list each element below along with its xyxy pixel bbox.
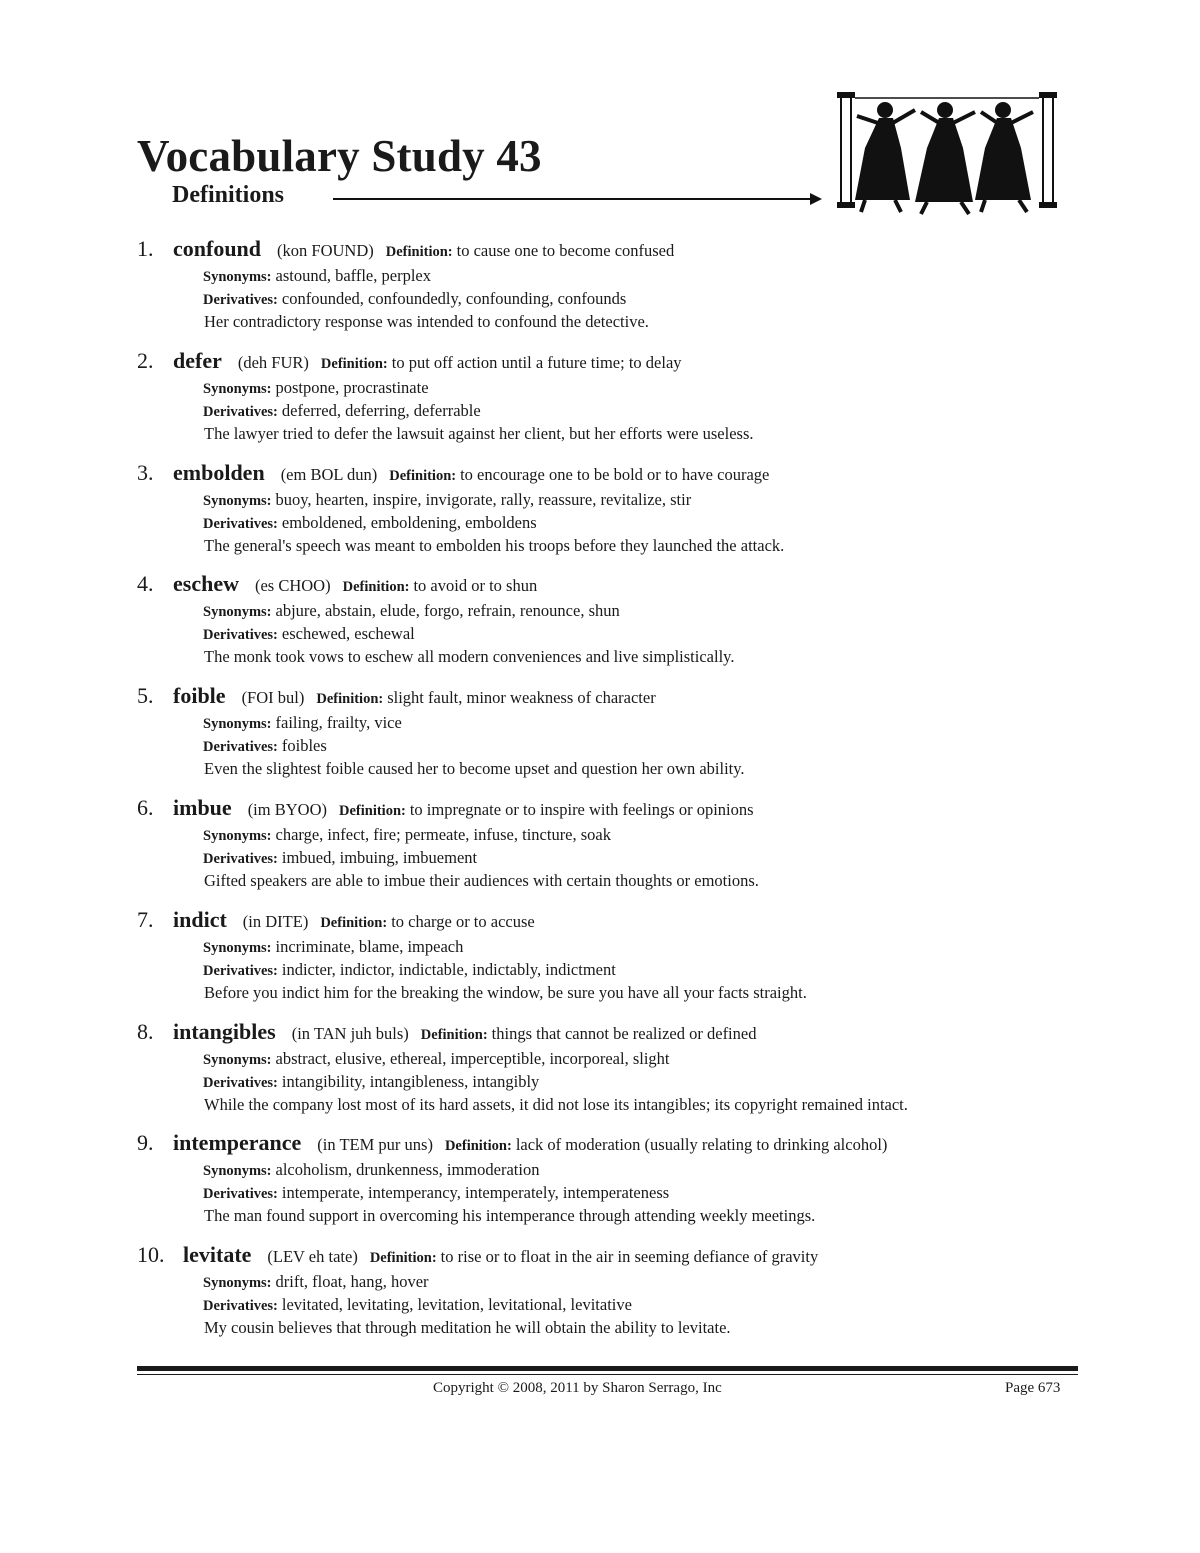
synonyms-label: Synonyms:: [203, 1275, 272, 1292]
entry-number: 10.: [137, 1242, 165, 1268]
synonyms-text: failing, frailty, vice: [275, 713, 402, 733]
synonyms-label: Synonyms:: [203, 827, 272, 844]
pronunciation: (kon FOUND): [277, 241, 374, 260]
vocab-word: embolden: [173, 459, 265, 485]
arrow-head-icon: [810, 193, 822, 205]
example-sentence: The monk took vows to eschew all modern conveniences and live simplistically.: [204, 647, 735, 667]
synonyms-text: astound, baffle, perplex: [275, 266, 431, 285]
vocab-word: confound: [173, 236, 262, 261]
page-subtitle: Definitions: [172, 182, 285, 208]
definition-label: Definition:: [369, 1250, 437, 1267]
example-sentence: Gifted speakers are able to imbue their audiences with certain thoughts or emotions.: [204, 870, 759, 890]
derivatives-label: Derivatives:: [203, 627, 278, 644]
synonyms-label: Synonyms:: [203, 380, 272, 397]
derivatives-text: imbued, imbuing, imbuement: [281, 847, 478, 867]
entry-number: 1.: [137, 236, 154, 261]
synonyms-label: Synonyms:: [203, 1163, 272, 1180]
vocab-word: levitate: [183, 1242, 252, 1268]
example-sentence: My cousin believes that through meditation he will obtain the ability to levitate.: [204, 1318, 731, 1338]
definition-label: Definition:: [338, 802, 406, 819]
derivatives-label: Derivatives:: [203, 1298, 278, 1315]
definition-text: to impregnate or to inspire with feelings or opinions: [409, 799, 754, 819]
synonyms-text: charge, infect, fire; permeate, infuse, tincture, soak: [275, 824, 612, 844]
derivatives-text: confounded, confoundedly, confounding, confounds: [281, 289, 627, 308]
entry-number: 2.: [137, 347, 154, 373]
derivatives-label: Derivatives:: [203, 850, 278, 867]
pronunciation: (es CHOO): [254, 576, 331, 596]
example-sentence: Before you indict him for the breaking the window, be sure you have all your facts straight.: [204, 982, 807, 1002]
definition-label: Definition:: [342, 579, 410, 596]
vocab-entry: [137, 460, 1037, 572]
arrow-line: [333, 198, 813, 200]
entry-number: 8.: [137, 1018, 154, 1044]
example-sentence: The lawyer tried to defer the lawsuit against her client, but her efforts were useless.: [204, 423, 754, 443]
definition-text: to put off action until a future time; to delay: [391, 352, 682, 372]
derivatives-text: foibles: [281, 736, 327, 756]
definition-text: to cause one to become confused: [456, 241, 675, 260]
vocab-entry: [137, 795, 1037, 907]
vocab-entry: [137, 1242, 1037, 1354]
definition-text: to rise or to float in the air in seeming defiance of gravity: [440, 1247, 819, 1267]
definition-label: Definition:: [385, 244, 453, 260]
synonyms-label: Synonyms:: [203, 604, 272, 621]
footer-rule: [137, 1366, 1078, 1371]
entry-number: 5.: [137, 683, 154, 709]
vocab-entry: [137, 683, 1037, 795]
vocab-entry: [137, 348, 1037, 460]
derivatives-text: emboldened, emboldening, emboldens: [281, 512, 537, 532]
example-sentence: The general's speech was meant to embolden his troops before they launched the attack.: [204, 535, 785, 555]
synonyms-text: incriminate, blame, impeach: [275, 936, 464, 956]
page-number: Page 673: [1005, 1380, 1061, 1396]
vocab-entry: [137, 1130, 1037, 1242]
derivatives-label: Derivatives:: [203, 1074, 278, 1091]
entry-number: 3.: [137, 459, 154, 485]
example-sentence: While the company lost most of its hard assets, it did not lose its intangibles; its copyright remained intact.: [204, 1094, 908, 1114]
copyright-text: Copyright © 2008, 2011 by Sharon Serrago, Inc: [433, 1380, 722, 1396]
vocab-word: indict: [173, 906, 227, 932]
pronunciation: (in TAN juh buls): [291, 1023, 409, 1043]
definition-text: slight fault, minor weakness of character: [387, 688, 656, 708]
definition-text: to encourage one to be bold or to have courage: [460, 464, 770, 484]
vocab-word: foible: [173, 683, 226, 709]
definition-label: Definition:: [320, 914, 388, 931]
pronunciation: (in TEM pur uns): [317, 1135, 433, 1155]
synonyms-text: abjure, abstain, elude, forgo, refrain, renounce, shun: [275, 601, 620, 621]
derivatives-text: indicter, indictor, indictable, indictably, indictment: [281, 959, 616, 979]
definition-text: things that cannot be realized or defined: [491, 1023, 757, 1043]
synonyms-label: Synonyms:: [203, 492, 272, 509]
vocab-entry: [137, 907, 1037, 1019]
example-sentence: The man found support in overcoming his intemperance through attending weekly meetings.: [204, 1206, 816, 1226]
derivatives-label: Derivatives:: [203, 962, 278, 979]
synonyms-text: drift, float, hang, hover: [275, 1272, 429, 1292]
example-sentence: Even the slightest foible caused her to become upset and question her own ability.: [204, 759, 745, 779]
derivatives-text: deferred, deferring, deferrable: [281, 400, 481, 420]
page-title: Vocabulary Study 43: [137, 131, 542, 181]
synonyms-text: buoy, hearten, inspire, invigorate, rally, reassure, revitalize, stir: [275, 489, 692, 509]
derivatives-text: levitated, levitating, levitation, levitational, levitative: [281, 1295, 632, 1315]
synonyms-text: postpone, procrastinate: [275, 377, 429, 397]
pronunciation: (im BYOO): [247, 799, 327, 819]
pronunciation: (em BOL dun): [280, 464, 378, 484]
derivatives-text: intangibility, intangibleness, intangibly: [281, 1071, 540, 1091]
vocab-entry: [137, 571, 1037, 683]
pronunciation: (deh FUR): [237, 352, 309, 372]
definition-text: to avoid or to shun: [413, 576, 538, 596]
vocab-word: imbue: [173, 794, 232, 820]
derivatives-text: intemperate, intemperancy, intemperately, intemperateness: [281, 1183, 670, 1203]
synonyms-text: abstract, elusive, ethereal, imperceptible, incorporeal, slight: [275, 1048, 670, 1068]
derivatives-label: Derivatives:: [203, 515, 278, 532]
definition-label: Definition:: [444, 1138, 512, 1155]
dancers-illustration: [835, 88, 1065, 216]
entry-number: 9.: [137, 1130, 154, 1156]
vocab-word: intemperance: [173, 1130, 302, 1156]
vocab-word: defer: [173, 347, 222, 373]
entry-number: 6.: [137, 794, 154, 820]
derivatives-label: Derivatives:: [203, 739, 278, 756]
synonyms-label: Synonyms:: [203, 269, 272, 285]
example-sentence: Her contradictory response was intended to confound the detective.: [204, 312, 649, 331]
definition-label: Definition:: [316, 691, 384, 708]
derivatives-label: Derivatives:: [203, 403, 278, 420]
footer-rule-thin: [137, 1374, 1078, 1375]
definition-label: Definition:: [389, 467, 457, 484]
derivatives-text: eschewed, eschewal: [281, 624, 415, 644]
vocab-entry: [137, 236, 1037, 348]
derivatives-label: Derivatives:: [203, 292, 278, 308]
synonyms-label: Synonyms:: [203, 939, 272, 956]
vocab-word: eschew: [173, 571, 239, 597]
entry-number: 4.: [137, 571, 154, 597]
definition-label: Definition:: [320, 355, 388, 372]
definition-text: to charge or to accuse: [391, 911, 535, 931]
synonyms-text: alcoholism, drunkenness, immoderation: [275, 1160, 540, 1180]
synonyms-label: Synonyms:: [203, 1051, 272, 1068]
vocab-word: intangibles: [173, 1018, 276, 1044]
vocab-entry: [137, 1019, 1037, 1131]
pronunciation: (LEV eh tate): [267, 1247, 358, 1267]
pronunciation: (FOI bul): [241, 688, 305, 708]
synonyms-label: Synonyms:: [203, 716, 272, 733]
pronunciation: (in DITE): [242, 911, 309, 931]
vocabulary-list: [137, 236, 1037, 1354]
definition-label: Definition:: [420, 1026, 488, 1043]
derivatives-label: Derivatives:: [203, 1186, 278, 1203]
definition-text: lack of moderation (usually relating to drinking alcohol): [515, 1135, 888, 1155]
entry-number: 7.: [137, 906, 154, 932]
